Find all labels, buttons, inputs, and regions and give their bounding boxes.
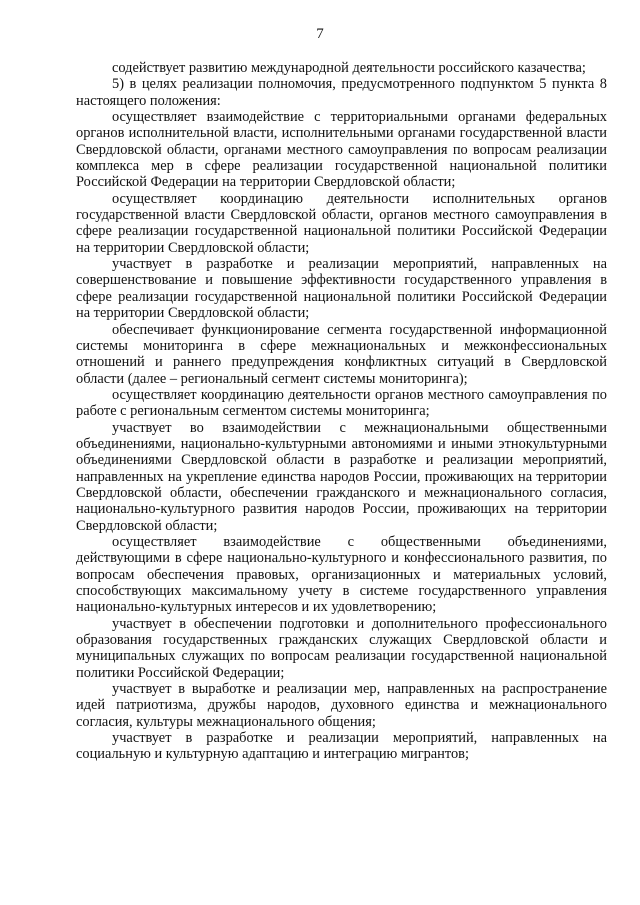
document-body	[76, 60, 607, 763]
page-number: 7	[316, 26, 324, 42]
paragraph-migrant-adaptation: участвует в разработке и реализации мероприятий, направленных на социальную и культурную адаптацию и интеграцию мигрантов;	[76, 730, 607, 763]
paragraph-ethnocultural-associations: участвует во взаимодействии с межнациональными общественными объединениями, национально-культурными автономиями и иными этнокультурными объединениями Свердловской области в разработке и реализации мероприятий, направленных на укрепление единства народов России, проживающих на территории Свердловской области, обеспечении гражданского и межнационального согласия, национально-культурного развития народов России, проживающих на территории Свердловской области;	[76, 419, 607, 534]
paragraph-civil-servant-training: участвует в обеспечении подготовки и дополнительного профессионального образования государственных гражданских служащих Свердловской области и муниципальных служащих по вопросам реализации государственной национальной политики Российской Федерации;	[76, 615, 607, 681]
paragraph-cossack-international: содействует развитию международной деятельности российского казачества;	[112, 60, 586, 76]
paragraph-efficiency-measures: участвует в разработке и реализации мероприятий, направленных на совершенствование и повышение эффективности государственного управления в сфере реализации государственной национальной политики Российской Федерации на территории Свердловской области;	[76, 256, 607, 322]
paragraph-public-associations: осуществляет взаимодействие с общественными объединениями, действующими в сфере национально-культурного и конфессионального развития, по вопросам обеспечения правовых, организационных и материальных условий, способствующих максимальному учету в системе государственного управления национально-культурных интересов и их удовлетворению;	[76, 533, 607, 616]
paragraph-patriotism-measures: участвует в выработке и реализации мер, направленных на распространение идей патриотизма, дружбы народов, духовного единства и межнационального согласия, культуры межнационального общения;	[76, 681, 607, 730]
paragraph-interaction-federal-bodies: осуществляет взаимодействие с территориальными органами федеральных органов исполнительной власти, исполнительными органами государственной власти Свердловской области, органами местного самоуправления по вопросам реализации комплекса мер в сфере реализации государственной национальной политики Российской Федерации на территории Свердловской области;	[76, 109, 607, 191]
paragraph-item-5-intro: 5) в целях реализации полномочия, предусмотренного подпунктом 5 пункта 8 настоящего положения:	[76, 76, 607, 109]
paragraph-monitoring-system: обеспечивает функционирование сегмента государственной информационной системы мониторинга в сфере межнациональных и межконфессиональных отношений и раннего предупреждения конфликтных ситуаций в Свердловской области (далее – региональный сегмент системы мониторинга);	[76, 321, 607, 387]
paragraph-monitoring-coordination: осуществляет координацию деятельности органов местного самоуправления по работе с региональным сегментом системы мониторинга;	[76, 386, 607, 420]
paragraph-coordination-executive-bodies: осуществляет координацию деятельности исполнительных органов государственной власти Свердловской области, органов местного самоуправления в сфере реализации государственной национальной политики Российской Федерации на территории Свердловской области;	[76, 190, 607, 256]
